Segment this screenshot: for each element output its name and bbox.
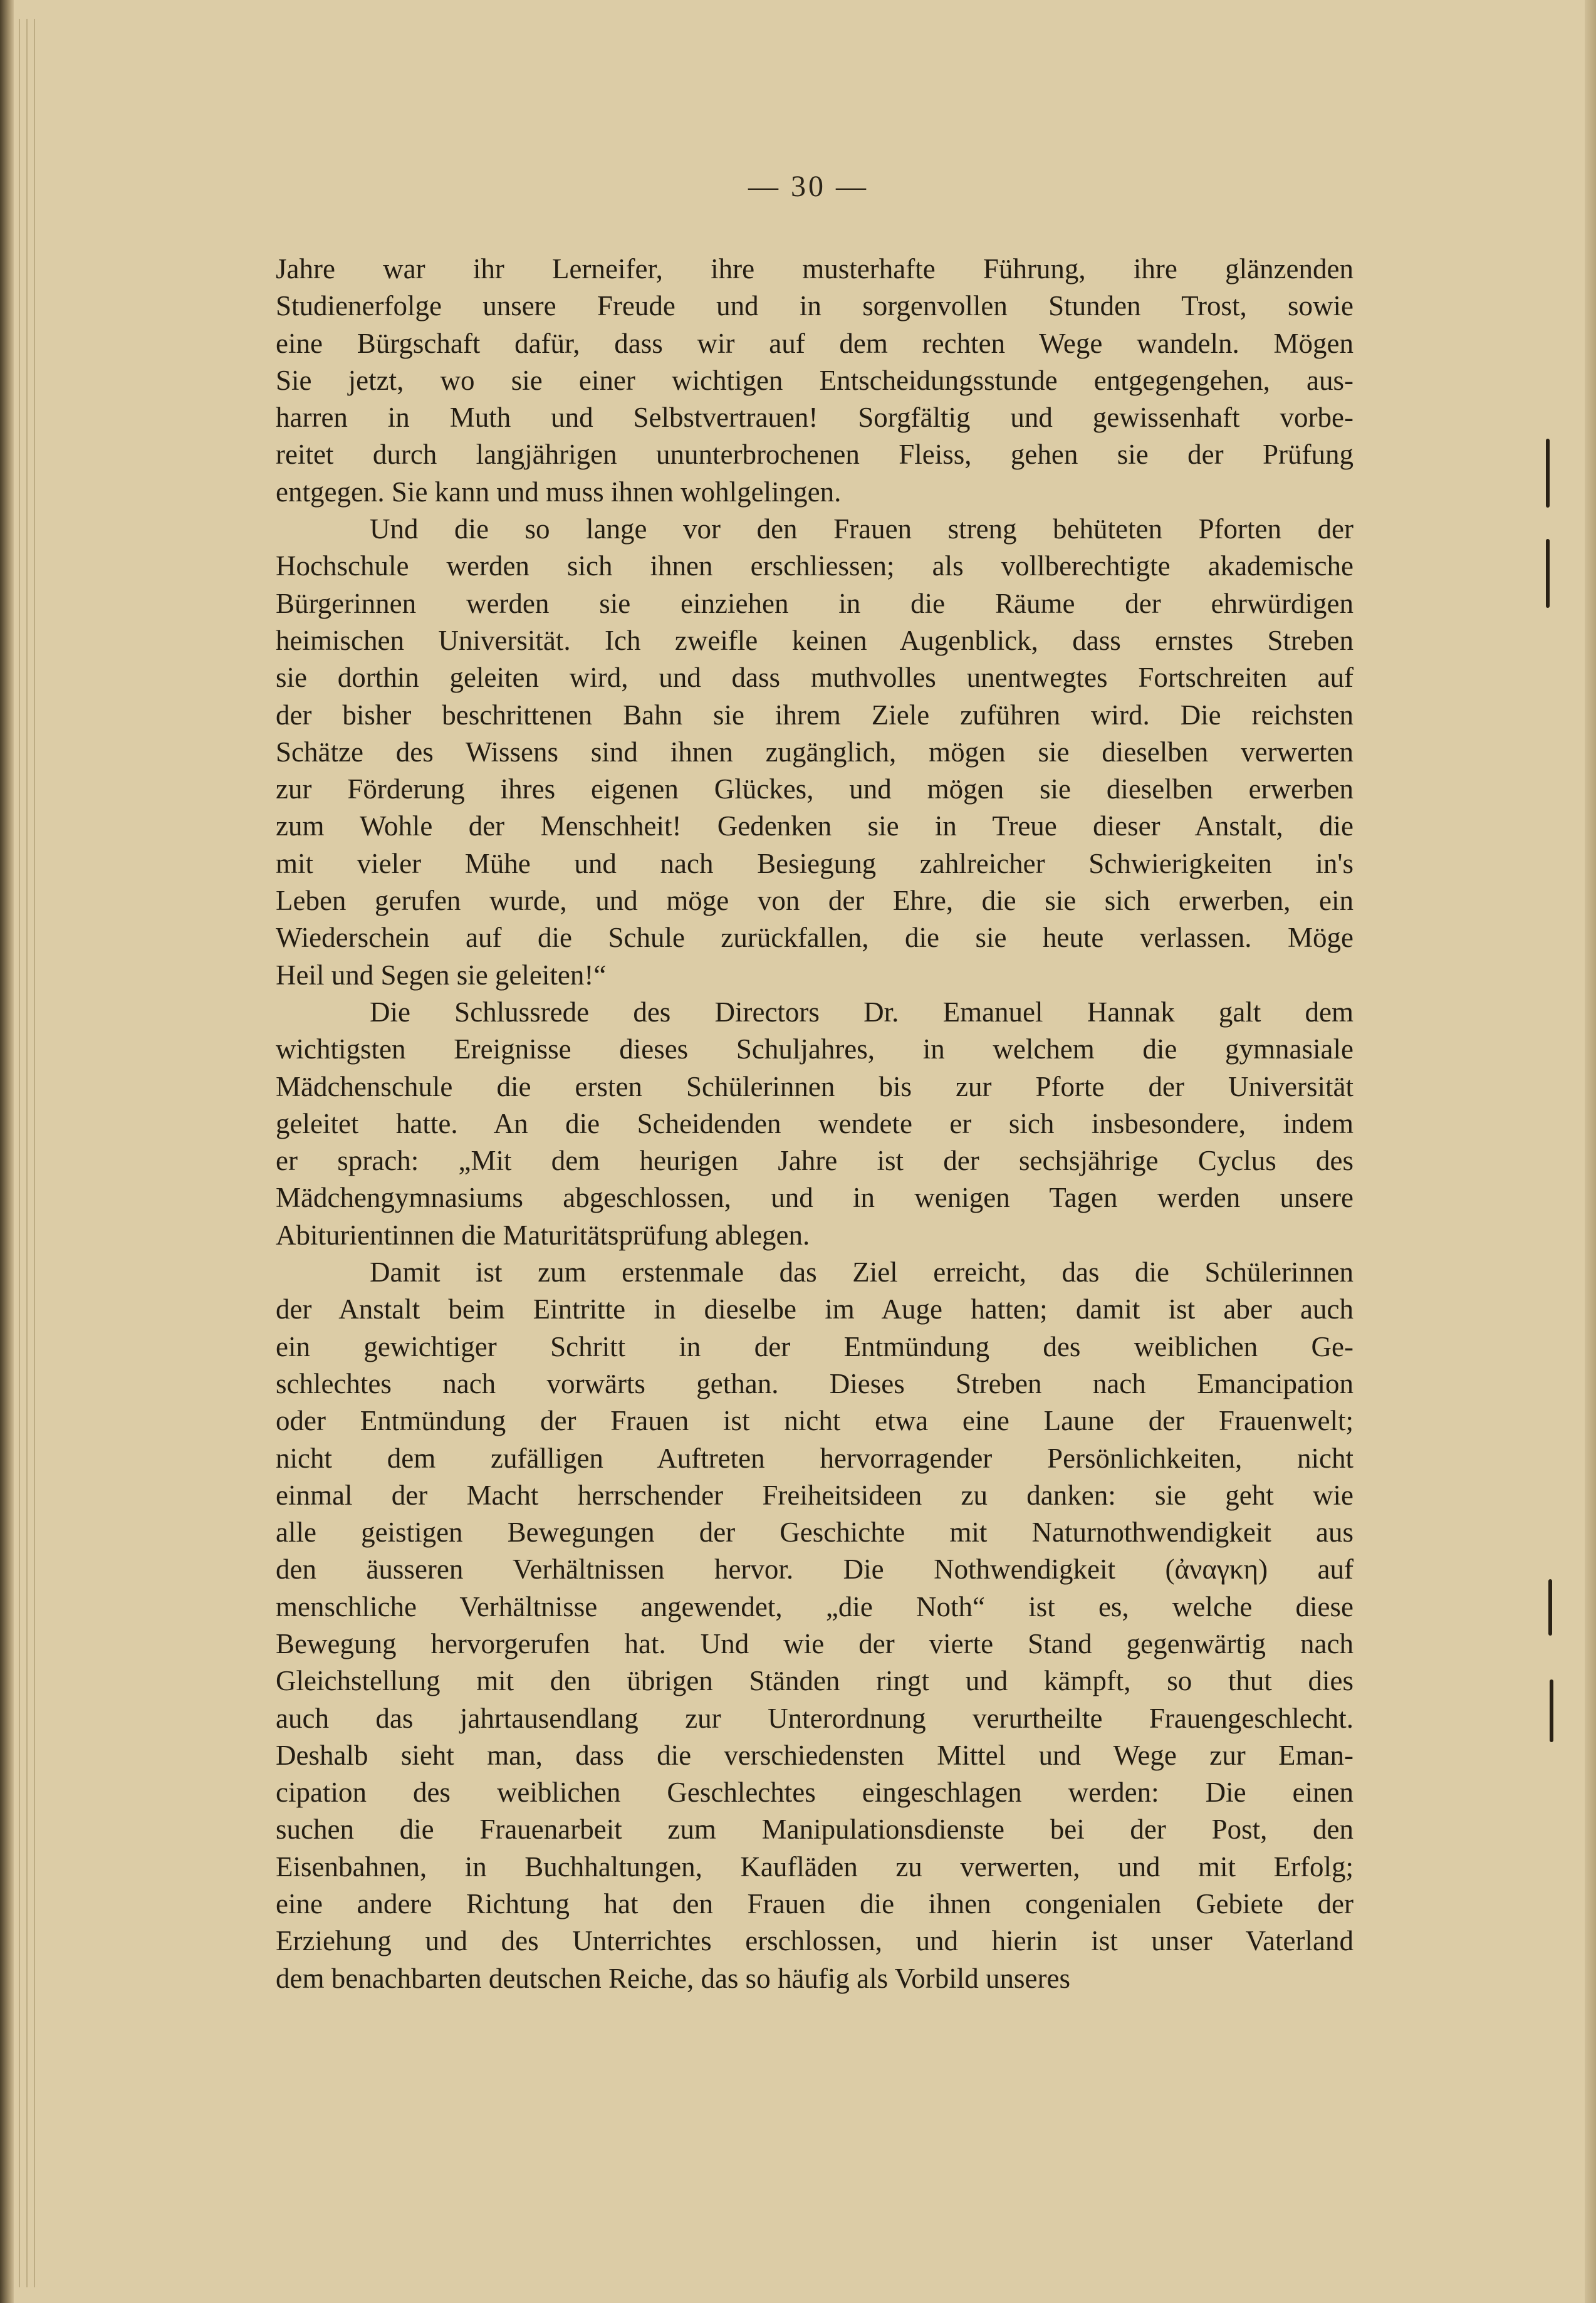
text-line: reitet durch langjährigen ununterbrochenen Fleiss, gehen sie der Prüfung — [276, 439, 1353, 471]
text-line: wichtigsten Ereignisse dieses Schuljahres, in welchem die gymnasiale — [276, 1033, 1353, 1065]
text-line: Gleichstellung mit den übrigen Ständen ringt und kämpft, so thut dies — [276, 1665, 1353, 1697]
text-line: Studienerfolge unsere Freude und in sorgenvollen Stunden Trost, sowie — [276, 290, 1353, 322]
page-edge-line — [19, 19, 20, 2287]
page-edge-line — [34, 19, 35, 2287]
text-line: entgegen. Sie kann und muss ihnen wohlgelingen. — [276, 476, 842, 508]
text-line: sie dorthin geleiten wird, und dass muthvolles unentwegtes Fortschreiten auf — [276, 662, 1353, 694]
margin-mark — [1548, 1579, 1552, 1636]
text-line: Die Schlussrede des Directors Dr. Emanuel Hannak galt dem — [370, 996, 1353, 1028]
text-line: eine Bürgschaft dafür, dass wir auf dem rechten Wege wandeln. Mögen — [276, 327, 1353, 359]
text-line: Bürgerinnen werden sie einziehen in die Räume der ehrwürdigen — [276, 587, 1353, 619]
text-line: mit vieler Mühe und nach Besiegung zahlreicher Schwierigkeiten in's — [276, 847, 1353, 879]
text-line: zur Förderung ihres eigenen Glückes, und mögen sie dieselben erwerben — [276, 773, 1353, 805]
text-line: heimischen Universität. Ich zweifle keinen Augenblick, dass ernstes Streben — [276, 624, 1353, 656]
text-line: der bisher beschrittenen Bahn sie ihrem Ziele zuführen wird. Die reichsten — [276, 699, 1353, 731]
text-line: Hochschule werden sich ihnen erschliessen; als vollberechtigte akademische — [276, 550, 1353, 582]
text-line: Abiturientinnen die Maturitätsprüfung ablegen. — [276, 1219, 810, 1251]
margin-mark — [1546, 439, 1550, 508]
text-line: Leben gerufen wurde, und möge von der Ehre, die sie sich erwerben, ein — [276, 885, 1353, 917]
text-line: den äusseren Verhältnissen hervor. Die Nothwendigkeit (ἀναγκη) auf — [276, 1554, 1353, 1585]
text-line: menschliche Verhältnisse angewendet, „die Noth“ ist es, welche diese — [276, 1590, 1353, 1622]
text-line: Mädchenschule die ersten Schülerinnen bis zur Pforte der Universität — [276, 1070, 1353, 1102]
text-line: Heil und Segen sie geleiten!“ — [276, 959, 607, 991]
text-line: einmal der Macht herrschender Freiheitsideen zu danken: sie geht wie — [276, 1479, 1353, 1511]
margin-mark — [1546, 539, 1550, 608]
page-right-edge — [1585, 0, 1596, 2303]
text-line: eine andere Richtung hat den Frauen die ihnen congenialen Gebiete der — [276, 1888, 1353, 1920]
text-line: Erziehung und des Unterrichtes erschlossen, und hierin ist unser Vaterland — [276, 1925, 1353, 1957]
text-line: nicht dem zufälligen Auftreten hervorragender Persönlichkeiten, nicht — [276, 1442, 1353, 1474]
text-line: er sprach: „Mit dem heurigen Jahre ist der sechsjährige Cyclus des — [276, 1145, 1353, 1177]
text-line: auch das jahrtausendlang zur Unterordnung verurtheilte Frauengeschlecht. — [276, 1702, 1353, 1734]
text-line: harren in Muth und Selbstvertrauen! Sorgfältig und gewissenhaft vorbe- — [276, 402, 1353, 434]
book-spine — [0, 0, 14, 2303]
paragraph — [276, 994, 1353, 1254]
page-number: — 30 — — [748, 170, 868, 203]
paragraph — [276, 511, 1353, 994]
text-line: Mädchengymnasiums abgeschlossen, und in wenigen Tagen werden unsere — [276, 1182, 1353, 1214]
text-line: Bewegung hervorgerufen hat. Und wie der vierte Stand gegenwärtig nach — [276, 1627, 1353, 1659]
text-line: geleitet hatte. An die Scheidenden wendete er sich insbesondere, indem — [276, 1107, 1353, 1139]
text-line: Deshalb sieht man, dass die verschiedensten Mittel und Wege zur Eman- — [276, 1739, 1353, 1771]
text-line: Damit ist zum erstenmale das Ziel erreicht, das die Schülerinnen — [370, 1256, 1353, 1288]
text-line: cipation des weiblichen Geschlechtes eingeschlagen werden: Die einen — [276, 1777, 1353, 1809]
text-line: alle geistigen Bewegungen der Geschichte mit Naturnothwendigkeit aus — [276, 1517, 1353, 1548]
text-line: schlechtes nach vorwärts gethan. Dieses Streben nach Emancipation — [276, 1367, 1353, 1399]
text-line: Jahre war ihr Lerneifer, ihre musterhafte Führung, ihre glänzenden — [276, 253, 1353, 285]
text-line: dem benachbarten deutschen Reiche, das so häufig als Vorbild unseres — [276, 1962, 1070, 1994]
text-line: Eisenbahnen, in Buchhaltungen, Kaufläden zu verwerten, und mit Erfolg; — [276, 1851, 1353, 1883]
text-line: oder Entmündung der Frauen ist nicht etwa eine Laune der Frauenwelt; — [276, 1405, 1353, 1437]
text-line: suchen die Frauenarbeit zum Manipulationsdienste bei der Post, den — [276, 1814, 1353, 1846]
text-line: Und die so lange vor den Frauen streng behüteten Pforten der — [370, 513, 1353, 545]
page-edge-line — [26, 19, 28, 2287]
text-line: Schätze des Wissens sind ihnen zugänglich, mögen sie dieselben verwerten — [276, 736, 1353, 768]
text-line: Wiederschein auf die Schule zurückfallen, die sie heute verlassen. Möge — [276, 922, 1353, 954]
text-line: der Anstalt beim Eintritte in dieselbe im Auge hatten; damit ist aber auch — [276, 1293, 1353, 1325]
paragraph — [276, 251, 1353, 511]
margin-mark — [1550, 1679, 1553, 1742]
text-line: zum Wohle der Menschheit! Gedenken sie in Treue dieser Anstalt, die — [276, 810, 1353, 842]
text-line: ein gewichtiger Schritt in der Entmündung des weiblichen Ge- — [276, 1330, 1353, 1362]
body-text — [276, 251, 1353, 1997]
text-line: Sie jetzt, wo sie einer wichtigen Entscheidungsstunde entgegengehen, aus- — [276, 364, 1353, 396]
paragraph — [276, 1254, 1353, 1997]
